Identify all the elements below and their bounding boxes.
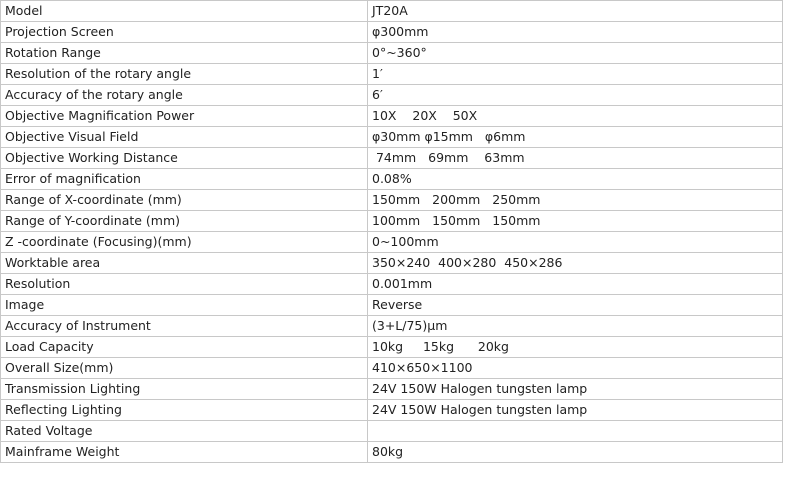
row-label-worktable-area: Worktable area (1, 253, 368, 274)
row-label-overall-size: Overall Size(mm) (1, 358, 368, 379)
table-row (1, 106, 783, 127)
table-row (1, 169, 783, 190)
row-value-load-capacity: 10kg 15kg 20kg (368, 337, 783, 358)
row-value-visual-field: φ30mm φ15mm φ6mm (368, 127, 783, 148)
row-value-y-range: 100mm 150mm 150mm (368, 211, 783, 232)
table-row (1, 43, 783, 64)
table-row (1, 22, 783, 43)
row-label-z-coordinate: Z -coordinate (Focusing)(mm) (1, 232, 368, 253)
row-value-instrument-accuracy: (3+L/75)μm (368, 316, 783, 337)
table-row (1, 1, 783, 22)
row-value-reflecting-lighting: 24V 150W Halogen tungsten lamp (368, 400, 783, 421)
row-value-model: JT20A (368, 1, 783, 22)
row-label-rotary-resolution: Resolution of the rotary angle (1, 64, 368, 85)
row-label-transmission-lighting: Transmission Lighting (1, 379, 368, 400)
row-value-magnification-error: 0.08% (368, 169, 783, 190)
table-row (1, 64, 783, 85)
row-value-mainframe-weight: 80kg (368, 442, 783, 463)
row-label-image: Image (1, 295, 368, 316)
table-row (1, 211, 783, 232)
row-label-rotary-accuracy: Accuracy of the rotary angle (1, 85, 368, 106)
row-label-x-range: Range of X-coordinate (mm) (1, 190, 368, 211)
row-label-magnification-power: Objective Magnification Power (1, 106, 368, 127)
row-label-rated-voltage: Rated Voltage (1, 421, 368, 442)
table-row (1, 127, 783, 148)
row-label-working-distance: Objective Working Distance (1, 148, 368, 169)
table-row (1, 253, 783, 274)
table-row (1, 274, 783, 295)
row-label-load-capacity: Load Capacity (1, 337, 368, 358)
row-value-resolution: 0.001mm (368, 274, 783, 295)
row-label-mainframe-weight: Mainframe Weight (1, 442, 368, 463)
row-value-rotation-range: 0°~360° (368, 43, 783, 64)
row-label-model: Model (1, 1, 368, 22)
table-row (1, 316, 783, 337)
row-label-rotation-range: Rotation Range (1, 43, 368, 64)
table-row (1, 337, 783, 358)
row-label-resolution: Resolution (1, 274, 368, 295)
table-row (1, 148, 783, 169)
row-label-projection-screen: Projection Screen (1, 22, 368, 43)
row-value-magnification-power: 10X 20X 50X (368, 106, 783, 127)
row-label-visual-field: Objective Visual Field (1, 127, 368, 148)
row-label-y-range: Range of Y-coordinate (mm) (1, 211, 368, 232)
table-row (1, 421, 783, 442)
row-value-transmission-lighting: 24V 150W Halogen tungsten lamp (368, 379, 783, 400)
row-value-projection-screen: φ300mm (368, 22, 783, 43)
table-row (1, 295, 783, 316)
row-value-overall-size: 410×650×1100 (368, 358, 783, 379)
row-value-worktable-area: 350×240 400×280 450×286 (368, 253, 783, 274)
row-value-z-coordinate: 0~100mm (368, 232, 783, 253)
row-value-image: Reverse (368, 295, 783, 316)
table-row (1, 358, 783, 379)
table-row (1, 400, 783, 421)
row-label-reflecting-lighting: Reflecting Lighting (1, 400, 368, 421)
row-value-working-distance: 74mm 69mm 63mm (368, 148, 783, 169)
row-label-instrument-accuracy: Accuracy of Instrument (1, 316, 368, 337)
table-row (1, 442, 783, 463)
row-value-x-range: 150mm 200mm 250mm (368, 190, 783, 211)
table-row (1, 190, 783, 211)
table-row (1, 232, 783, 253)
row-value-rated-voltage (368, 421, 783, 442)
table-row (1, 379, 783, 400)
table-row (1, 85, 783, 106)
row-value-rotary-accuracy: 6′ (368, 85, 783, 106)
row-value-rotary-resolution: 1′ (368, 64, 783, 85)
row-label-magnification-error: Error of magnification (1, 169, 368, 190)
